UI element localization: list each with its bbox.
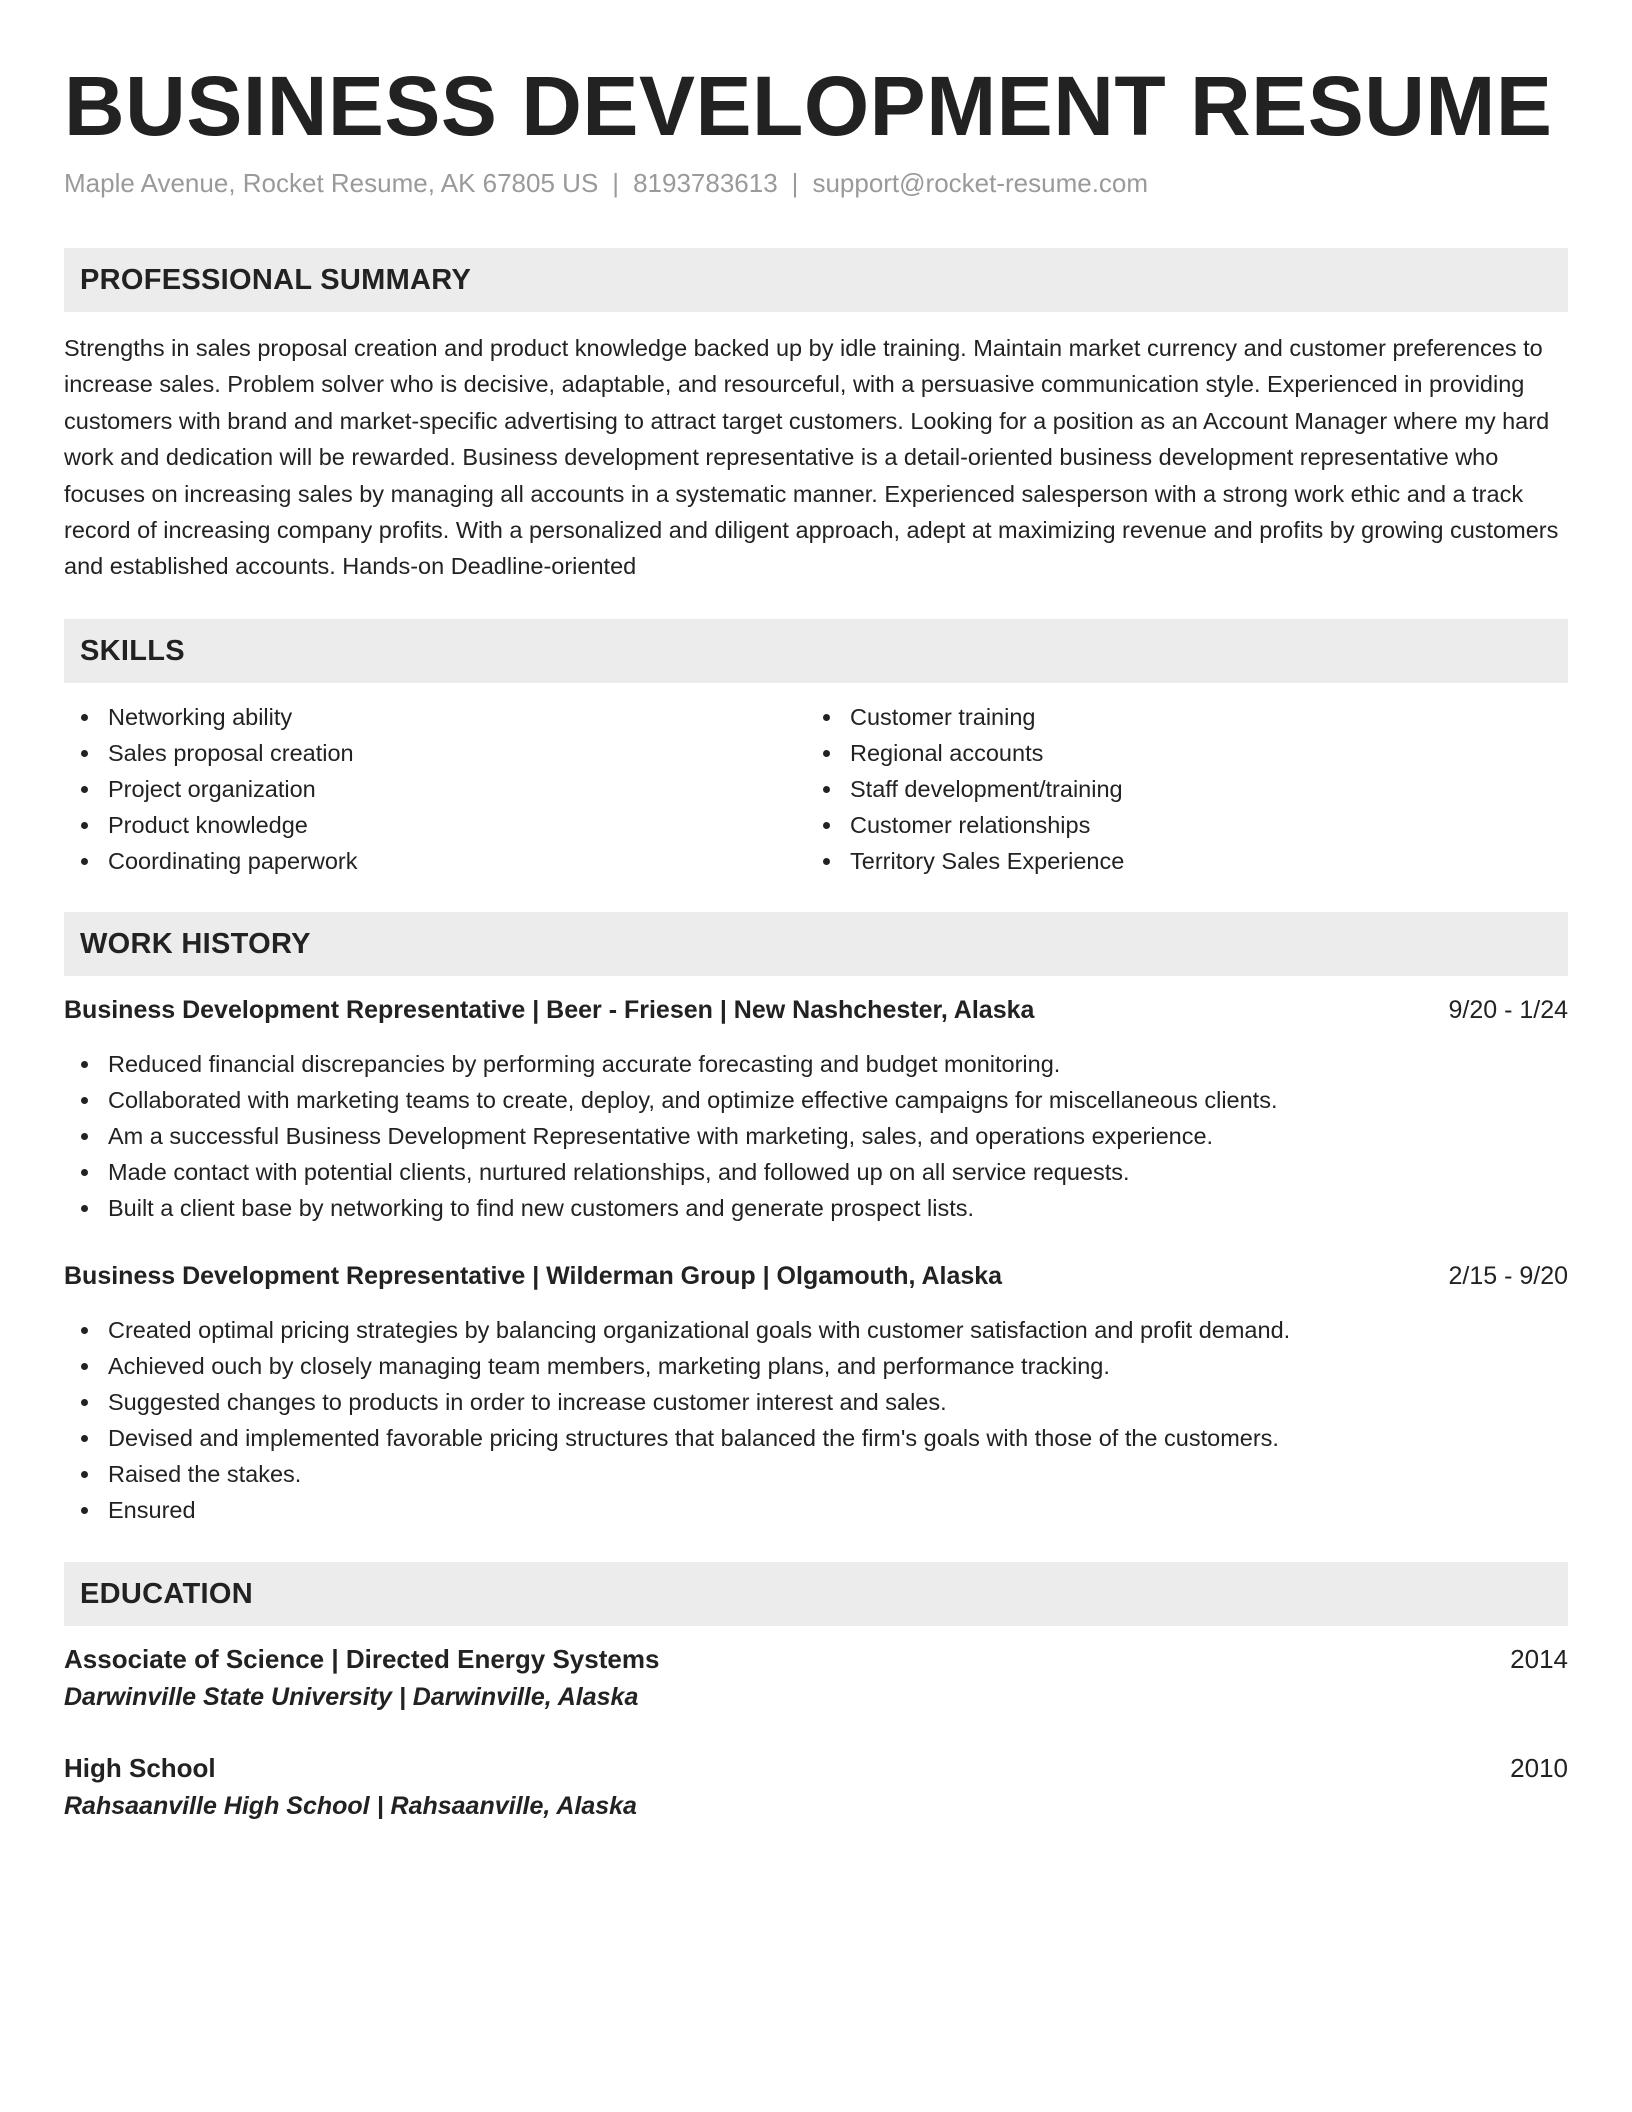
skills-right-column <box>806 699 1548 879</box>
skill-item: Customer training <box>806 699 1548 735</box>
job-bullet: Built a client base by networking to find new customers and generate prospect lists. <box>64 1190 1568 1226</box>
skills-left-column <box>64 699 806 879</box>
job-bullet: Am a successful Business Development Representative with marketing, sales, and operations experience. <box>64 1118 1568 1154</box>
contact-phone: 8193783613 <box>633 168 778 198</box>
education-section <box>64 1562 1568 1825</box>
job-entry <box>64 992 1568 1226</box>
skills-section <box>64 619 1568 879</box>
education-header <box>64 1749 1568 1787</box>
skill-item: Networking ability <box>64 699 806 735</box>
job-entry <box>64 1258 1568 1528</box>
job-header <box>64 1258 1568 1294</box>
skill-item: Sales proposal creation <box>64 735 806 771</box>
resume-page <box>64 58 1568 1825</box>
job-dates: 9/20 - 1/24 <box>1448 995 1568 1024</box>
job-bullet: Ensured <box>64 1492 1568 1528</box>
job-bullets <box>64 1312 1568 1528</box>
skill-item: Regional accounts <box>806 735 1548 771</box>
education-heading: EDUCATION <box>64 1562 1568 1626</box>
contact-separator: | <box>612 168 620 198</box>
job-bullet: Collaborated with marketing teams to create, deploy, and optimize effective campaigns for miscellaneous clients. <box>64 1082 1568 1118</box>
skill-item: Product knowledge <box>64 807 806 843</box>
education-entry <box>64 1749 1568 1825</box>
skill-item: Project organization <box>64 771 806 807</box>
education-year: 2014 <box>1510 1643 1568 1674</box>
education-school: Rahsaanville High School | Rahsaanville, Alaska <box>64 1791 637 1820</box>
job-title: Business Development Representative | Wilderman Group | Olgamouth, Alaska <box>64 1261 1003 1290</box>
skills-grid <box>64 699 1568 879</box>
resume-title: BUSINESS DEVELOPMENT RESUME <box>64 59 1553 153</box>
job-bullet: Reduced financial discrepancies by performing accurate forecasting and budget monitoring. <box>64 1046 1568 1082</box>
contact-email: support@rocket-resume.com <box>812 168 1149 198</box>
job-bullet: Created optimal pricing strategies by balancing organizational goals with customer satisfaction and profit demand. <box>64 1312 1568 1348</box>
job-bullet: Achieved ouch by closely managing team members, marketing plans, and performance tracking. <box>64 1348 1568 1384</box>
summary-heading: PROFESSIONAL SUMMARY <box>64 248 1568 312</box>
contact-line <box>64 164 1568 202</box>
education-school: Darwinville State University | Darwinville, Alaska <box>64 1682 639 1711</box>
contact-address: Maple Avenue, Rocket Resume, AK 67805 US <box>64 168 599 198</box>
education-entry <box>64 1640 1568 1716</box>
education-degree: High School <box>64 1752 216 1783</box>
job-dates: 2/15 - 9/20 <box>1448 1261 1568 1290</box>
job-header <box>64 992 1568 1028</box>
job-bullet: Made contact with potential clients, nurtured relationships, and followed up on all service requests. <box>64 1154 1568 1190</box>
job-title: Business Development Representative | Beer - Friesen | New Nashchester, Alaska <box>64 995 1035 1024</box>
education-degree: Associate of Science | Directed Energy Systems <box>64 1643 660 1674</box>
summary-section <box>64 248 1568 585</box>
education-year: 2010 <box>1510 1752 1568 1783</box>
skill-item: Staff development/training <box>806 771 1548 807</box>
skill-item: Territory Sales Experience <box>806 843 1548 879</box>
skills-heading: SKILLS <box>64 619 1568 683</box>
work-heading: WORK HISTORY <box>64 912 1568 976</box>
skill-item: Customer relationships <box>806 807 1548 843</box>
education-header <box>64 1640 1568 1678</box>
job-bullet: Devised and implemented favorable pricing structures that balanced the firm's goals with those of the customers. <box>64 1420 1568 1456</box>
summary-text: Strengths in sales proposal creation and product knowledge backed up by idle training. Maintain market currency and customer preferences to increase sales. Problem solver who is decisive, adaptable, and resourceful, with a persuasive communication style. Experienced in providing customers with brand and market-specific advertising to attract target customers. Looking for a position as an Account Manager where my hard work and dedication will be rewarded. Business development representative is a detail-oriented business development representative who focuses on increasing sales by managing all accounts in a systematic manner. Experienced salesperson with a strong work ethic and a track record of increasing company profits. With a personalized and diligent approach, adept at maximizing revenue and profits by growing customers and established accounts. Hands-on Deadline-oriented <box>64 335 1559 580</box>
job-bullet: Raised the stakes. <box>64 1456 1568 1492</box>
job-bullets <box>64 1046 1568 1226</box>
contact-separator: | <box>791 168 799 198</box>
work-section <box>64 912 1568 1528</box>
skill-item: Coordinating paperwork <box>64 843 806 879</box>
job-bullet: Suggested changes to products in order to increase customer interest and sales. <box>64 1384 1568 1420</box>
